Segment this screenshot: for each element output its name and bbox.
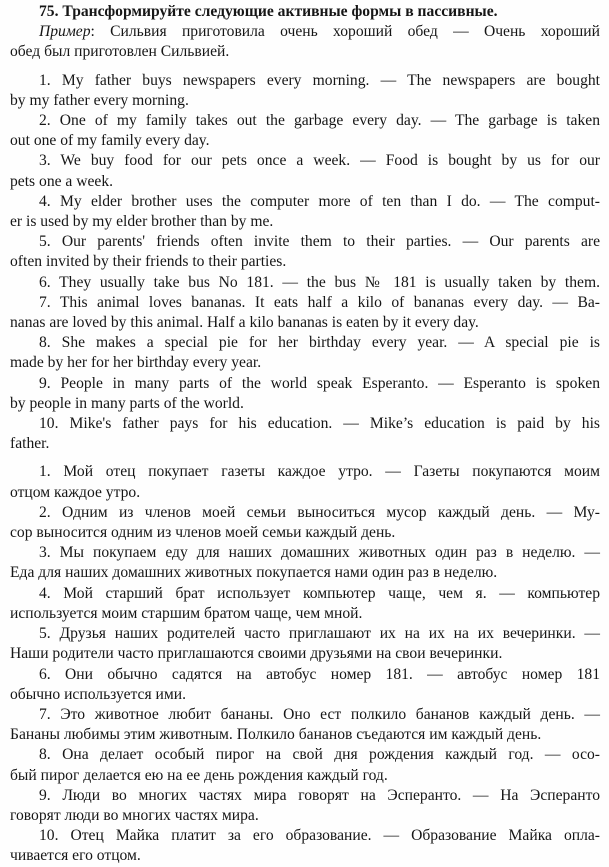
russian-sentence-9-line-1-text: 9. Люди во многих частях мира говорят на Эсперанто. — На Эсперанто [39,786,600,804]
russian-sentence-9 [10,786,600,826]
russian-sentence-2-line-1-text: 2. Одним из членов моей семьи выноситься мусор каждый день. — Му- [39,503,600,521]
russian-sentence-4-line-1 [10,584,600,604]
russian-sentence-1-line-2-text: отцом каждое утро. [10,483,141,501]
russian-sentence-7-line-1-text: 7. Это животное любит бананы. Оно ест полкило бананов каждый день. — [39,705,600,723]
english-sentence-7-line-2 [10,313,600,333]
russian-sentence-5-line-1 [10,624,600,644]
english-sentence-9-line-2 [10,394,600,414]
english-sentence-5-line-2-text: often invited by their friends to their parties. [10,253,287,271]
russian-sentence-4-line-2 [10,604,600,624]
russian-sentence-6-line-2-text: обычно используется ими. [10,685,186,703]
english-sentence-4-line-2-text: er is used by my elder brother than by me. [10,213,274,231]
russian-sentence-7-line-1 [10,705,600,725]
english-sentence-7-line-1-text: 7. This animal loves bananas. It eats half a kilo of bananas every day. — Ba- [39,293,600,311]
exercise-title-slot [10,2,600,22]
exercise-title-line-1 [10,2,600,22]
english-sentence-2-line-2 [10,131,600,151]
russian-sentence-2-line-1 [10,503,600,523]
english-sentence-1 [10,71,600,111]
example-paragraph [10,22,600,62]
russian-sentence-6-line-2 [10,685,600,705]
english-sentences-section [10,71,600,455]
english-sentence-8-line-1 [10,333,600,353]
russian-sentence-8 [10,745,600,785]
example-paragraph-line-1-text: : Сильвия приготовила очень хороший обед — Очень хороший [90,23,600,41]
russian-sentence-4-line-1-text: 4. Мой старший брат использует компьютер чаще, чем я. — компьютер [39,584,600,602]
example-paragraph-line-1 [10,22,600,42]
russian-sentence-3-line-1 [10,543,600,563]
russian-sentence-3-line-1-text: 3. Мы покупаем еду для наших домашних животных один раз в неделю. — [39,544,600,562]
russian-sentence-1-line-2 [10,483,600,503]
russian-sentence-10-line-1-text: 10. Отец Майка платит за его образование. — Образование Майка опла- [39,827,600,845]
english-sentence-1-line-2-text: by my father every morning. [10,91,189,109]
english-sentence-7 [10,293,600,333]
russian-sentence-6 [10,665,600,705]
russian-sentence-9-line-1 [10,786,600,806]
english-sentence-6-line-1 [10,273,600,293]
english-sentence-3 [10,151,600,191]
english-sentence-9 [10,374,600,414]
russian-sentence-5-line-1-text: 5. Друзья наших родителей часто приглашают их на их на их вечеринки. — [39,625,600,643]
english-sentence-3-line-2 [10,172,600,192]
english-sentence-1-line-1-text: 1. My father buys newspapers every morning. — The newspapers are bought [39,71,600,89]
english-sentence-4-line-1-text: 4. My elder brother uses the computer more of ten than I do. — The comput- [39,192,600,210]
russian-sentence-8-line-2-text: бый пирог делается ею на ее день рождения каждый год. [10,766,388,784]
english-sentence-10-line-2-text: father. [10,435,50,453]
russian-sentence-6-line-1 [10,665,600,685]
russian-sentence-9-line-2-text: говорят люди во многих частях мира. [10,806,259,824]
english-sentence-9-line-1 [10,374,600,394]
russian-sentence-8-line-2 [10,766,600,786]
english-sentence-5 [10,232,600,272]
russian-sentence-10-line-2-text: чивается его отцом. [10,847,141,865]
russian-sentence-3-line-2-text: Еда для наших домашних животных покупается нами один раз в неделю. [10,564,498,582]
russian-sentence-8-line-1 [10,745,600,765]
russian-sentence-5 [10,624,600,664]
russian-sentence-10-line-1 [10,826,600,846]
english-sentence-7-line-2-text: nanas are loved by this animal. Half a kilo bananas is eaten by it every day. [10,314,479,332]
russian-sentence-8-line-1-text: 8. Она делает особый пирог на свой дня рождения каждый год. — осо- [39,746,600,764]
russian-sentence-5-line-2 [10,644,600,664]
english-sentence-10-line-1 [10,414,600,434]
russian-sentence-3-line-2 [10,563,600,583]
exercise-title [10,2,600,22]
russian-sentence-1-line-1 [10,462,600,482]
russian-sentence-5-line-2-text: Наши родители часто приглашаются своими друзьями на свои вечеринки. [10,645,503,663]
english-sentence-2-line-2-text: out one of my family every day. [10,132,210,150]
english-sentence-10-line-2 [10,434,600,454]
english-sentence-7-line-1 [10,293,600,313]
exercise-title-line-1-text: 75. Трансформируйте следующие активные формы в пассивные. [39,3,498,20]
english-sentence-1-line-1 [10,71,600,91]
russian-sentence-2-line-2 [10,523,600,543]
russian-sentence-7 [10,705,600,745]
russian-sentence-10-line-2 [10,846,600,866]
english-sentence-5-line-1-text: 5. Our parents' friends often invite them to their parties. — Our parents are [39,233,600,251]
russian-sentence-3 [10,543,600,583]
english-sentence-8-line-1-text: 8. She makes a special pie for her birthday every year. — A special pie is [39,334,600,352]
english-sentence-10-line-1-text: 10. Mike's father pays for his education. — Mike’s education is paid by his [39,415,600,433]
russian-sentences-section [10,462,600,866]
english-sentence-10 [10,414,600,454]
russian-sentence-4-line-2-text: используется моим старшим братом чаще, чем мной. [10,604,363,622]
russian-sentence-7-line-2 [10,725,600,745]
english-sentence-9-line-2-text: by people in many parts of the world. [10,394,244,412]
english-sentence-2-line-1 [10,111,600,131]
english-sentence-8 [10,333,600,373]
english-sentence-8-line-2 [10,353,600,373]
english-sentence-6 [10,273,600,293]
english-sentence-8-line-2-text: made by her for her birthday every year. [10,354,262,372]
russian-sentence-1 [10,462,600,502]
russian-sentence-1-line-1-text: 1. Мой отец покупает газеты каждое утро. — Газеты покупаются моим [39,463,600,481]
english-sentence-5-line-2 [10,252,600,272]
russian-sentence-4 [10,584,600,624]
english-sentence-3-line-1 [10,151,600,171]
english-sentence-6-line-1-text: 6. They usually take bus No 181. — the bus № 181 is usually taken by them. [39,273,600,291]
example-paragraph-line-2-text: обед был приготовлен Сильвией. [10,43,230,61]
russian-sentence-7-line-2-text: Бананы любимы этим животным. Полкило бананов съедаются им каждый день. [10,726,542,744]
english-sentence-3-line-2-text: pets one a week. [10,172,114,190]
example-paragraph-line-2 [10,42,600,62]
english-sentence-4-line-1 [10,192,600,212]
russian-sentence-10 [10,826,600,866]
english-sentence-9-line-1-text: 9. People in many parts of the world speak Esperanto. — Esperanto is spoken [39,374,600,392]
english-sentence-2 [10,111,600,151]
english-sentence-4 [10,192,600,232]
english-sentence-3-line-1-text: 3. We buy food for our pets once a week. — Food is bought by us for our [39,152,600,170]
english-sentence-2-line-1-text: 2. One of my family takes out the garbage every day. — The garbage is taken [39,112,600,130]
english-sentence-5-line-1 [10,232,600,252]
english-sentence-1-line-2 [10,91,600,111]
russian-sentence-9-line-2 [10,806,600,826]
example-paragraph-line-1-text: Пример [39,23,91,41]
english-sentence-4-line-2 [10,212,600,232]
russian-sentence-2-line-2-text: сор выносится одним из членов моей семьи каждый день. [10,524,396,542]
russian-sentence-2 [10,503,600,543]
russian-sentence-6-line-1-text: 6. Они обычно садятся на автобус номер 181. — автобус номер 181 [39,665,600,683]
example-paragraph-slot [10,22,600,62]
